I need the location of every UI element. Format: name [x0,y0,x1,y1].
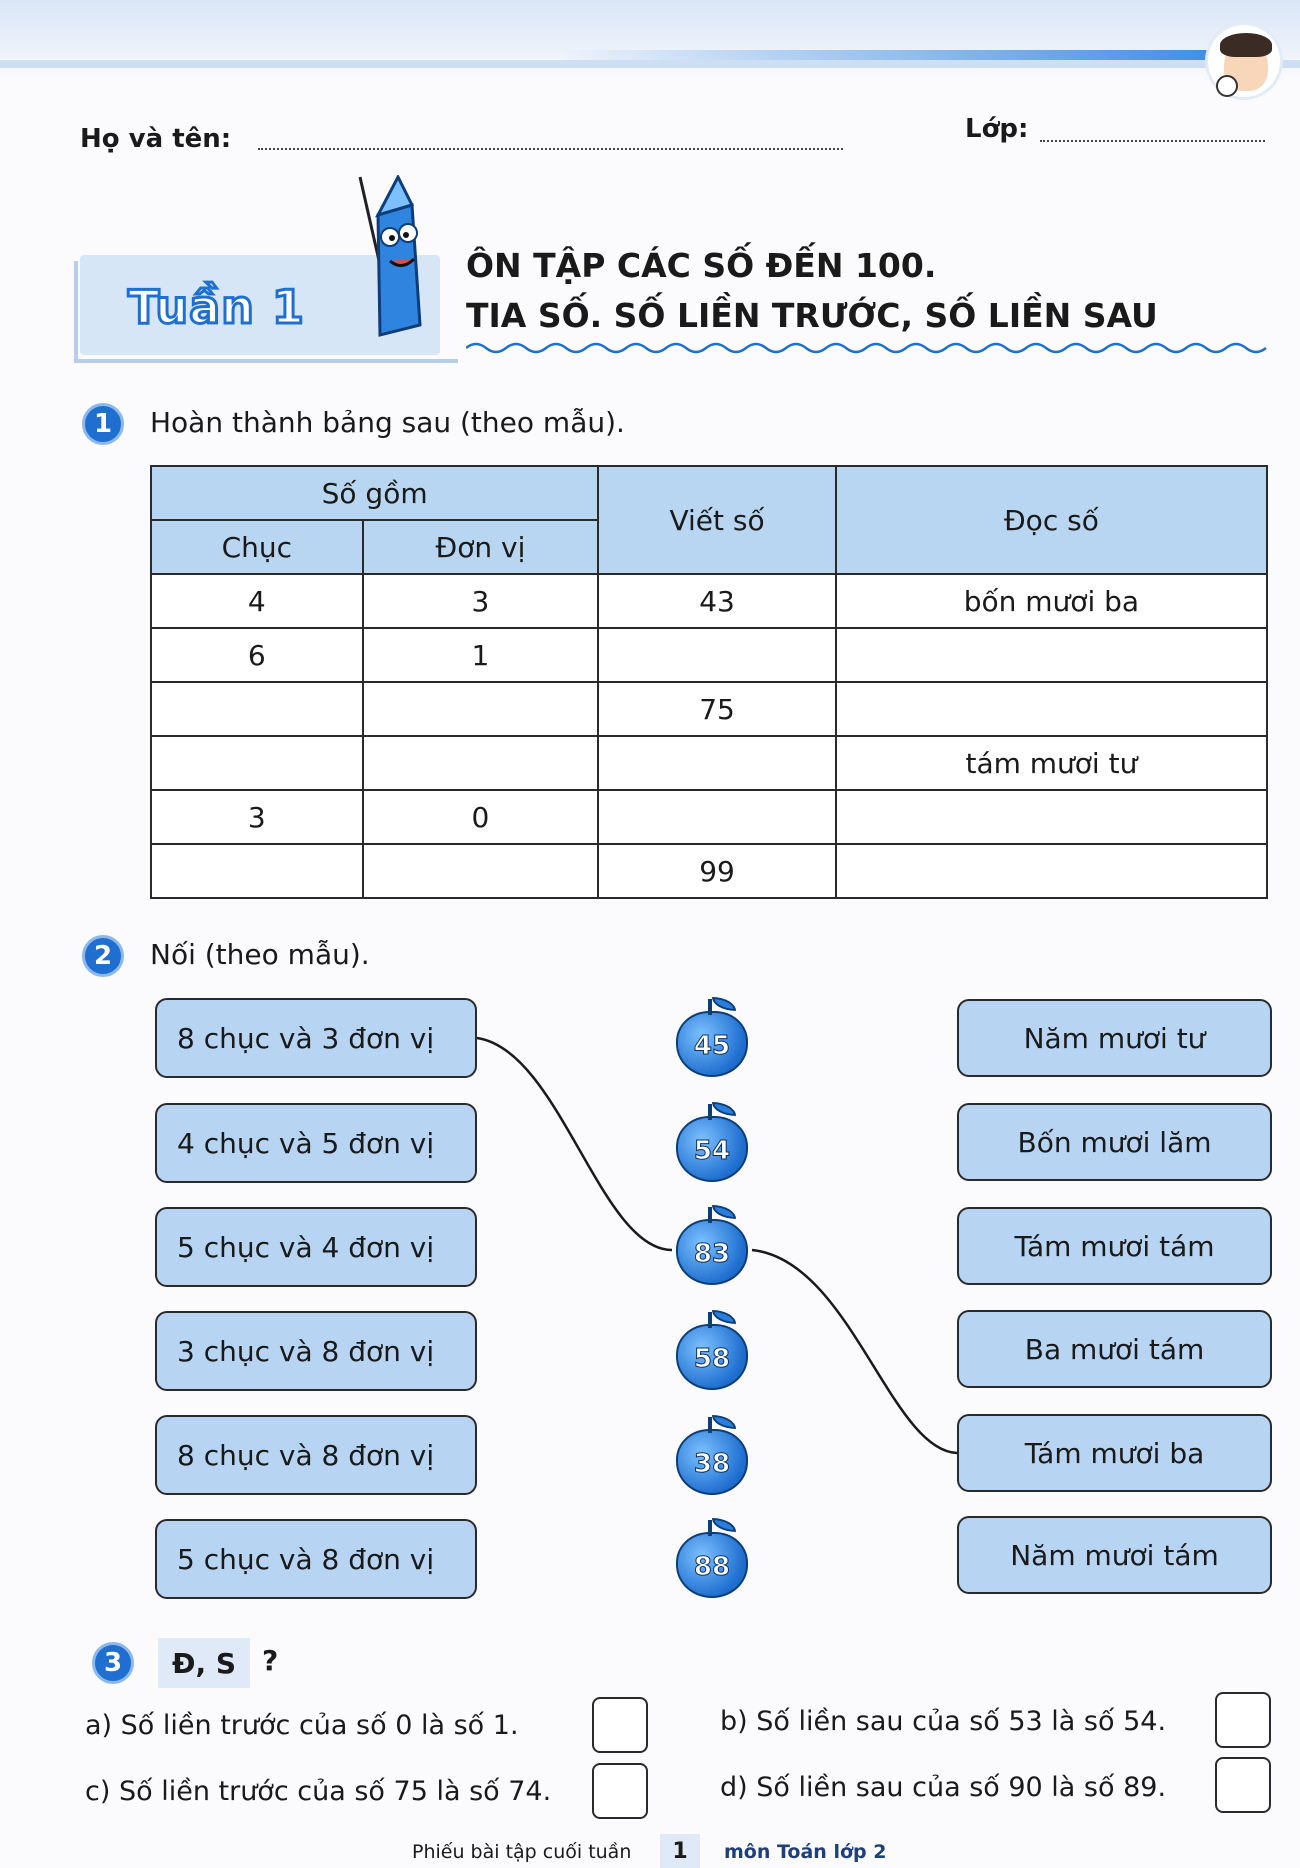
footer-left: Phiếu bài tập cuối tuần [412,1841,632,1863]
question-2-prompt: Nối (theo mẫu). [150,938,370,971]
header-so-gom: Số gồm [151,466,598,520]
apple-icon[interactable] [672,1516,752,1602]
left-option[interactable]: 5 chục và 8 đơn vị [155,1519,477,1599]
question-1-prompt: Hoàn thành bảng sau (theo mẫu). [150,406,625,439]
cell-chuc[interactable]: 3 [151,790,363,844]
cell-chuc[interactable]: 6 [151,628,363,682]
cell-don-vi[interactable]: 3 [363,574,599,628]
question-2-number: 2 [82,935,124,977]
week-label: Tuần 1 [128,280,305,334]
lesson-title-line1: ÔN TẬP CÁC SỐ ĐẾN 100. [466,246,937,285]
lesson-title-line2: TIA SỐ. SỐ LIỀN TRƯỚC, SỐ LIỀN SAU [466,296,1158,335]
true-false-label: Đ, S [158,1638,250,1688]
right-option[interactable]: Tám mươi ba [957,1414,1272,1492]
apple-icon[interactable] [672,1413,752,1499]
cell-don-vi[interactable]: 1 [363,628,599,682]
question-3-number: 3 [92,1642,134,1684]
statement-c: c) Số liền trước của số 75 là số 74. [85,1776,552,1807]
left-option[interactable]: 4 chục và 5 đơn vị [155,1103,477,1183]
page-number: 1 [660,1834,700,1868]
apple-number: 54 [693,1136,731,1166]
right-option[interactable]: Năm mươi tư [957,999,1272,1077]
apple-icon[interactable] [672,995,752,1081]
statement-d: d) Số liền sau của số 90 là số 89. [720,1772,1167,1803]
answer-box-b[interactable] [1215,1692,1271,1748]
statement-a: a) Số liền trước của số 0 là số 1. [85,1710,519,1741]
right-option[interactable]: Ba mươi tám [957,1310,1272,1388]
right-option[interactable]: Tám mươi tám [957,1207,1272,1285]
statement-b: b) Số liền sau của số 53 là số 54. [720,1706,1167,1737]
left-option[interactable]: 3 chục và 8 đơn vị [155,1311,477,1391]
cell-doc-so[interactable]: bốn mươi ba [836,574,1267,628]
name-label: Họ và tên: [80,124,232,154]
cell-doc-so[interactable]: tám mươi tư [836,736,1267,790]
header-don-vi: Đơn vị [363,520,599,574]
question-1-number: 1 [82,403,124,445]
left-option[interactable]: 8 chục và 8 đơn vị [155,1415,477,1495]
answer-box-d[interactable] [1215,1757,1271,1813]
cell-viet-so[interactable]: 75 [598,682,836,736]
left-option[interactable]: 8 chục và 3 đơn vị [155,998,477,1078]
header-viet-so: Viết số [598,466,836,574]
left-option[interactable]: 5 chục và 4 đơn vị [155,1207,477,1287]
match-line-right [752,1250,957,1453]
answer-box-a[interactable] [592,1697,648,1753]
apple-icon[interactable] [672,1203,752,1289]
cell-don-vi[interactable]: 0 [363,790,599,844]
answer-box-c[interactable] [592,1763,648,1819]
cell-chuc[interactable]: 4 [151,574,363,628]
header-doc-so: Đọc số [836,466,1267,574]
right-option[interactable]: Bốn mươi lăm [957,1103,1272,1181]
apple-number: 88 [693,1552,731,1582]
apple-icon[interactable] [672,1100,752,1186]
apple-number: 83 [693,1239,731,1269]
class-label: Lớp: [965,114,1029,144]
footer-right: môn Toán lớp 2 [724,1841,887,1863]
apple-number: 38 [693,1449,731,1479]
question-mark: ? [262,1644,279,1677]
apple-number: 58 [693,1344,731,1374]
cell-viet-so[interactable]: 99 [598,844,836,898]
apple-number: 45 [693,1031,731,1061]
cell-viet-so[interactable]: 43 [598,574,836,628]
apple-icon[interactable] [672,1308,752,1394]
match-line-left [477,1038,672,1250]
right-option[interactable]: Năm mươi tám [957,1516,1272,1594]
header-chuc: Chục [151,520,363,574]
